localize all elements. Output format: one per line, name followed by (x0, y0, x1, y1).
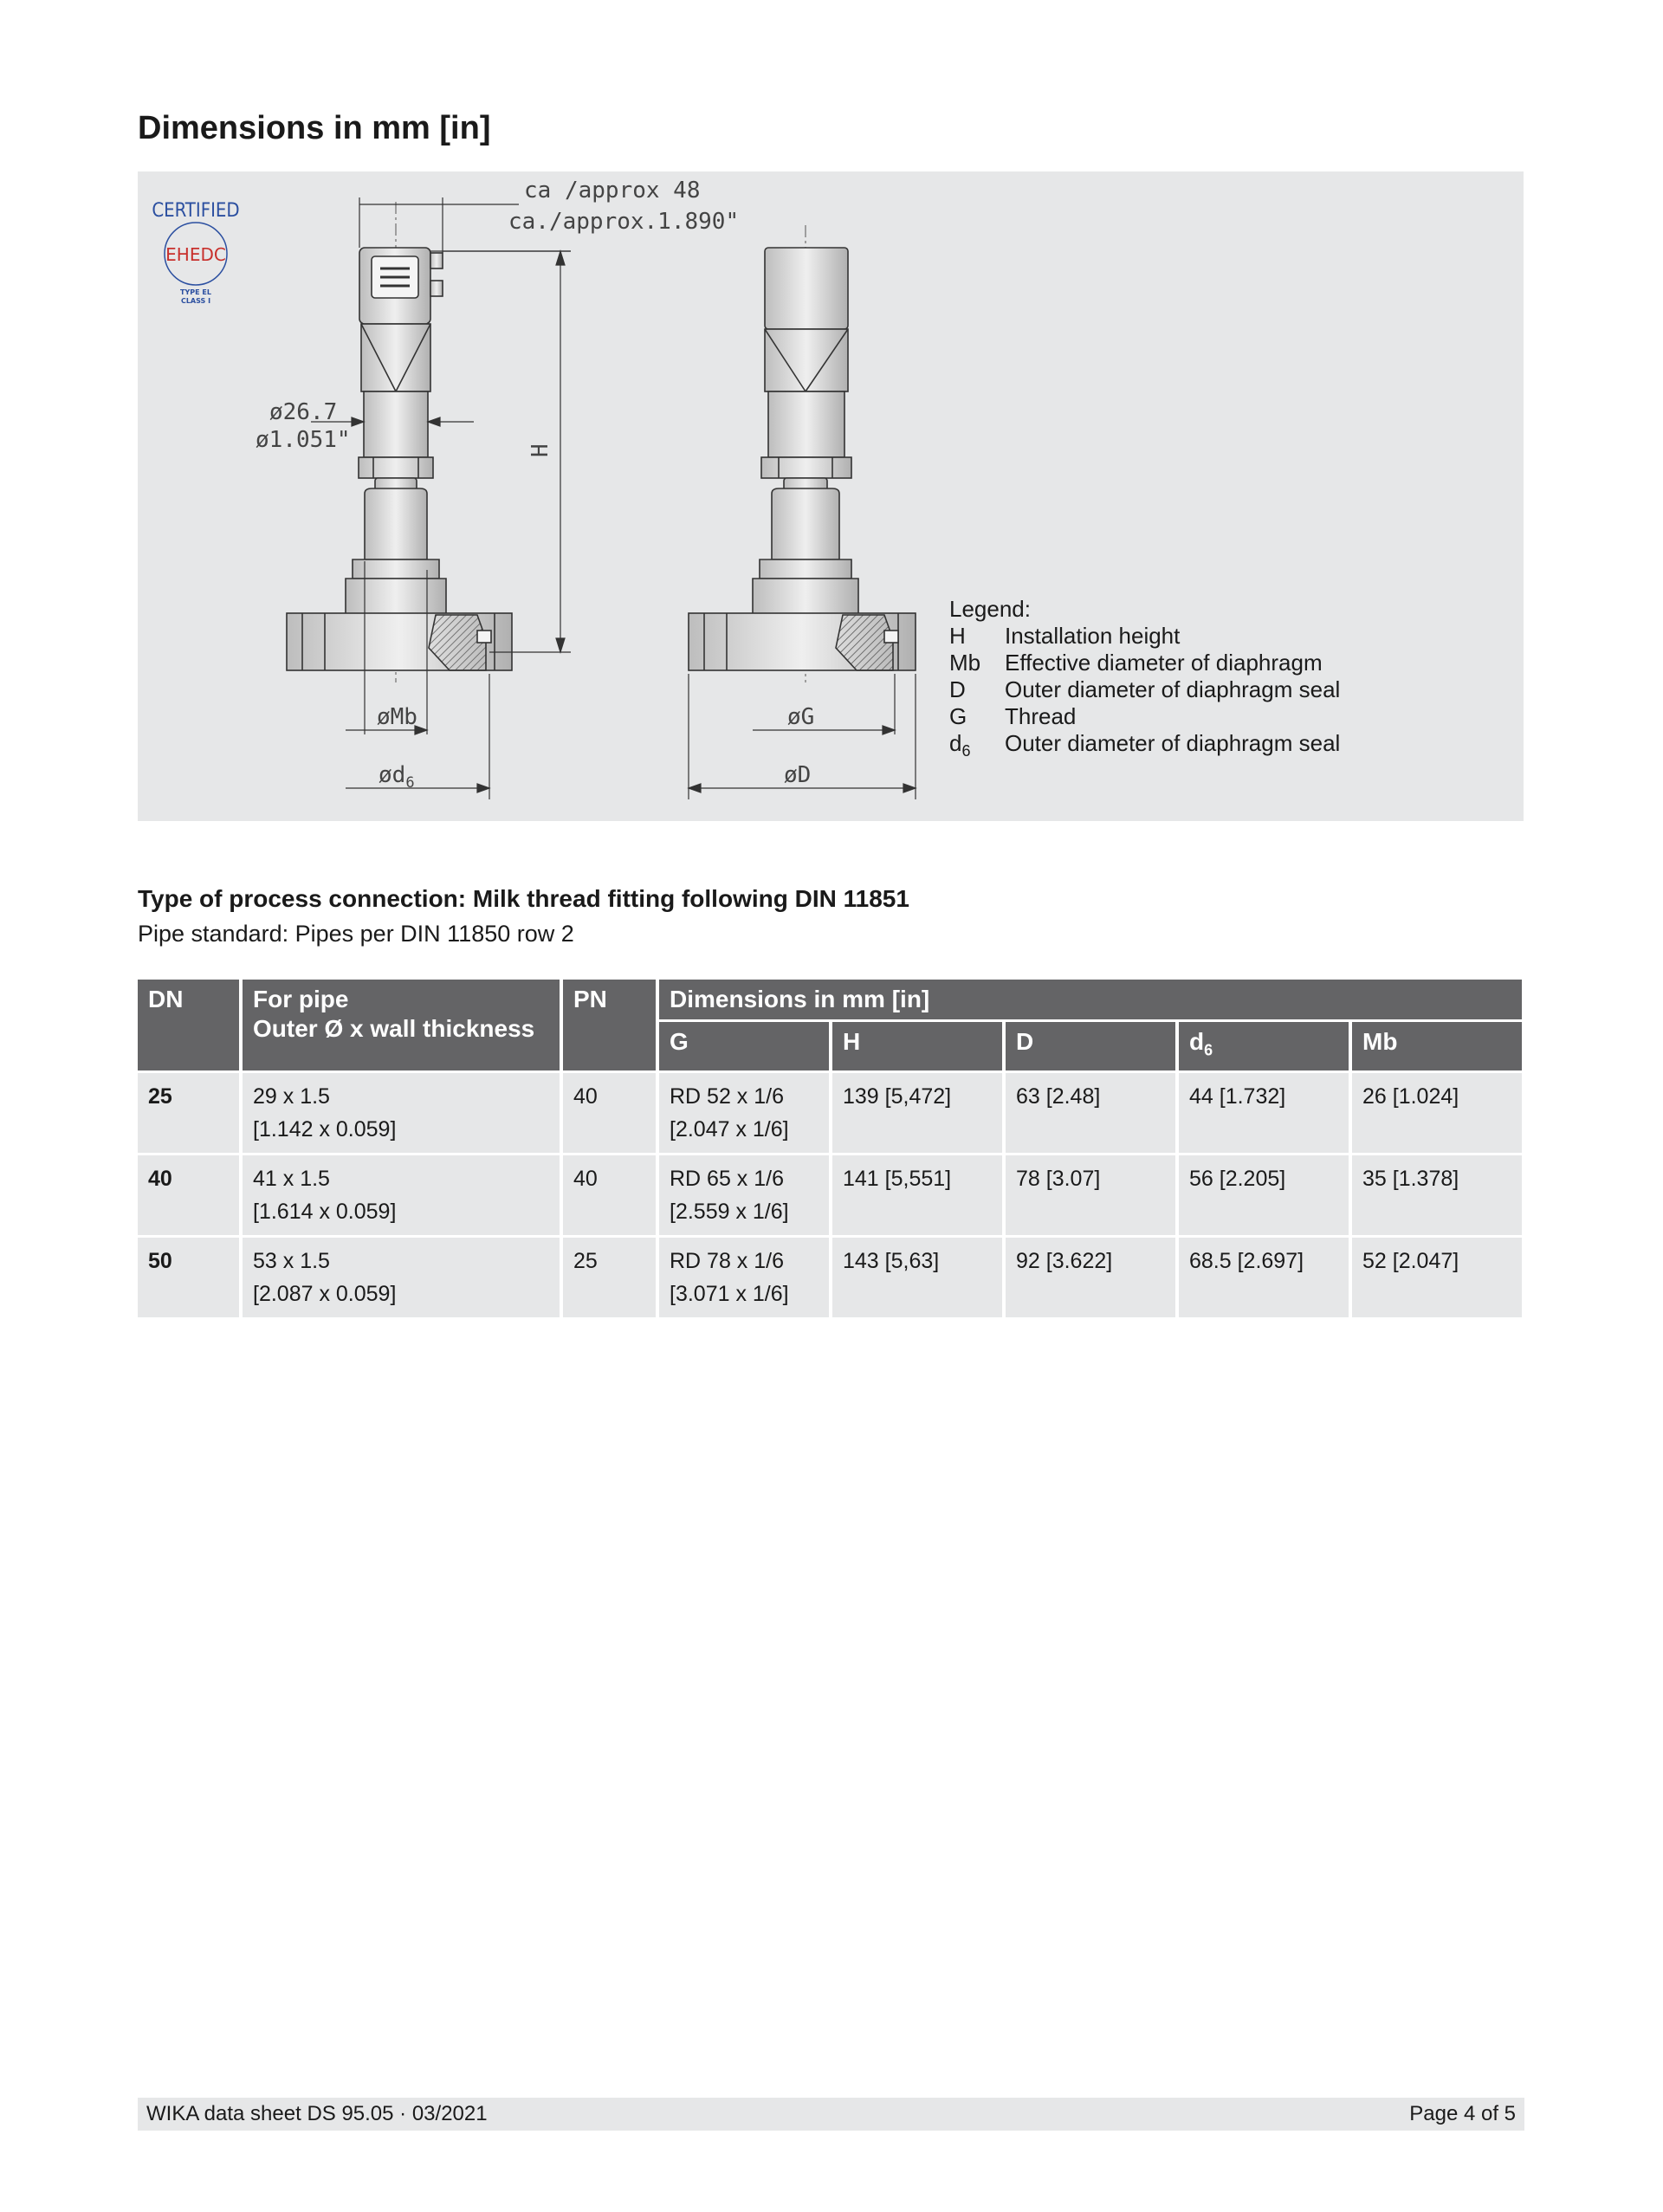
dim-Mb-label: øMb (377, 704, 417, 730)
dimensions-table (134, 977, 1525, 1320)
cell-d6: 56 [2.205] (1179, 1155, 1349, 1235)
dim-G-label: øG (787, 704, 815, 730)
dim-H-label: H (527, 443, 553, 457)
cell-pn: 25 (563, 1238, 656, 1317)
dim-dia-in: ø1.051" (256, 427, 351, 453)
header-pn: PN (563, 980, 656, 1070)
section-subtitle: Pipe standard: Pipes per DIN 11850 row 2 (138, 921, 574, 947)
section-title: Type of process connection: Milk thread fitting following DIN 11851 (138, 885, 909, 912)
table-row (138, 1238, 1522, 1317)
footer-doc-ref: WIKA data sheet DS 95.05 · 03/2021 (146, 2102, 488, 2125)
right-dim-labels (784, 704, 814, 788)
cell-g: RD 78 x 1/6 [3.071 x 1/6] (659, 1238, 829, 1317)
cell-g: RD 52 x 1/6 [2.047 x 1/6] (659, 1073, 829, 1153)
cell-d: 63 [2.48] (1006, 1073, 1175, 1153)
cell-dn: 25 (138, 1073, 239, 1153)
cell-mb: 26 [1.024] (1352, 1073, 1522, 1153)
header-g: G (659, 1022, 829, 1070)
footer-page-number: Page 4 of 5 (1409, 2102, 1516, 2125)
dim-dia-mm: ø26.7 (269, 399, 338, 425)
header-dn: DN (138, 980, 239, 1070)
cell-dn: 50 (138, 1238, 239, 1317)
legend-item: D Outer diameter of diaphragm seal (949, 676, 1341, 702)
header-h: H (832, 1022, 1002, 1070)
cell-d6: 44 [1.732] (1179, 1073, 1349, 1153)
legend-item: $d_6$ Outer diameter of diaphragm seal (949, 730, 1341, 760)
cell-pn: 40 (563, 1155, 656, 1235)
legend-item: H Installation height (949, 623, 1181, 649)
legend-item: Mb Effective diameter of diaphragm (949, 650, 1323, 676)
table-row (138, 1155, 1522, 1235)
logo-certified-text: CERTIFIED (152, 200, 240, 222)
cell-h: 139 [5,472] (832, 1073, 1002, 1153)
cell-d: 92 [3.622] (1006, 1238, 1175, 1317)
right-view (689, 225, 916, 682)
cell-d: 78 [3.07] (1006, 1155, 1175, 1235)
logo-type-text: TYPE EL (180, 288, 211, 296)
dim-approx-mm: ca /approx 48 (524, 178, 701, 204)
cell-mb: 52 [2.047] (1352, 1238, 1522, 1317)
cell-pipe: 53 x 1.5 [2.087 x 0.059] (243, 1238, 560, 1317)
cell-d6: 68.5 [2.697] (1179, 1238, 1349, 1317)
header-dimensions: Dimensions in mm [in] (659, 980, 1522, 1019)
cell-pn: 40 (563, 1073, 656, 1153)
logo-ehedc-text: EHEDC (165, 244, 226, 265)
header-d6: $d_6$ (1179, 1022, 1349, 1070)
cell-g: RD 65 x 1/6 [2.559 x 1/6] (659, 1155, 829, 1235)
header-pipe: For pipe Outer Ø x wall thickness (243, 980, 560, 1070)
page-footer (138, 2098, 1524, 2131)
header-mb: Mb (1352, 1022, 1522, 1070)
legend-title: Legend: (949, 596, 1031, 622)
logo-class-text: CLASS I (180, 297, 211, 305)
cell-pipe: 41 x 1.5 [1.614 x 0.059] (243, 1155, 560, 1235)
dim-approx-in: ca./approx.1.890" (508, 209, 740, 235)
header-d: D (1006, 1022, 1175, 1070)
cell-h: 141 [5,551] (832, 1155, 1002, 1235)
cell-h: 143 [5,63] (832, 1238, 1002, 1317)
dim-D-label: øD (784, 762, 812, 788)
dim-d6-label: $ød_6$ (379, 762, 415, 792)
cell-mb: 35 [1.378] (1352, 1155, 1522, 1235)
cell-dn: 40 (138, 1155, 239, 1235)
legend-item: G Thread (949, 703, 1077, 729)
table-row (138, 1073, 1522, 1153)
cell-pipe: 29 x 1.5 [1.142 x 0.059] (243, 1073, 560, 1153)
dimension-drawing (138, 171, 1524, 821)
left-dim-labels (256, 178, 739, 792)
page-title: Dimensions in mm [in] (138, 110, 491, 146)
ehedc-logo (152, 200, 239, 305)
legend (949, 596, 1340, 765)
